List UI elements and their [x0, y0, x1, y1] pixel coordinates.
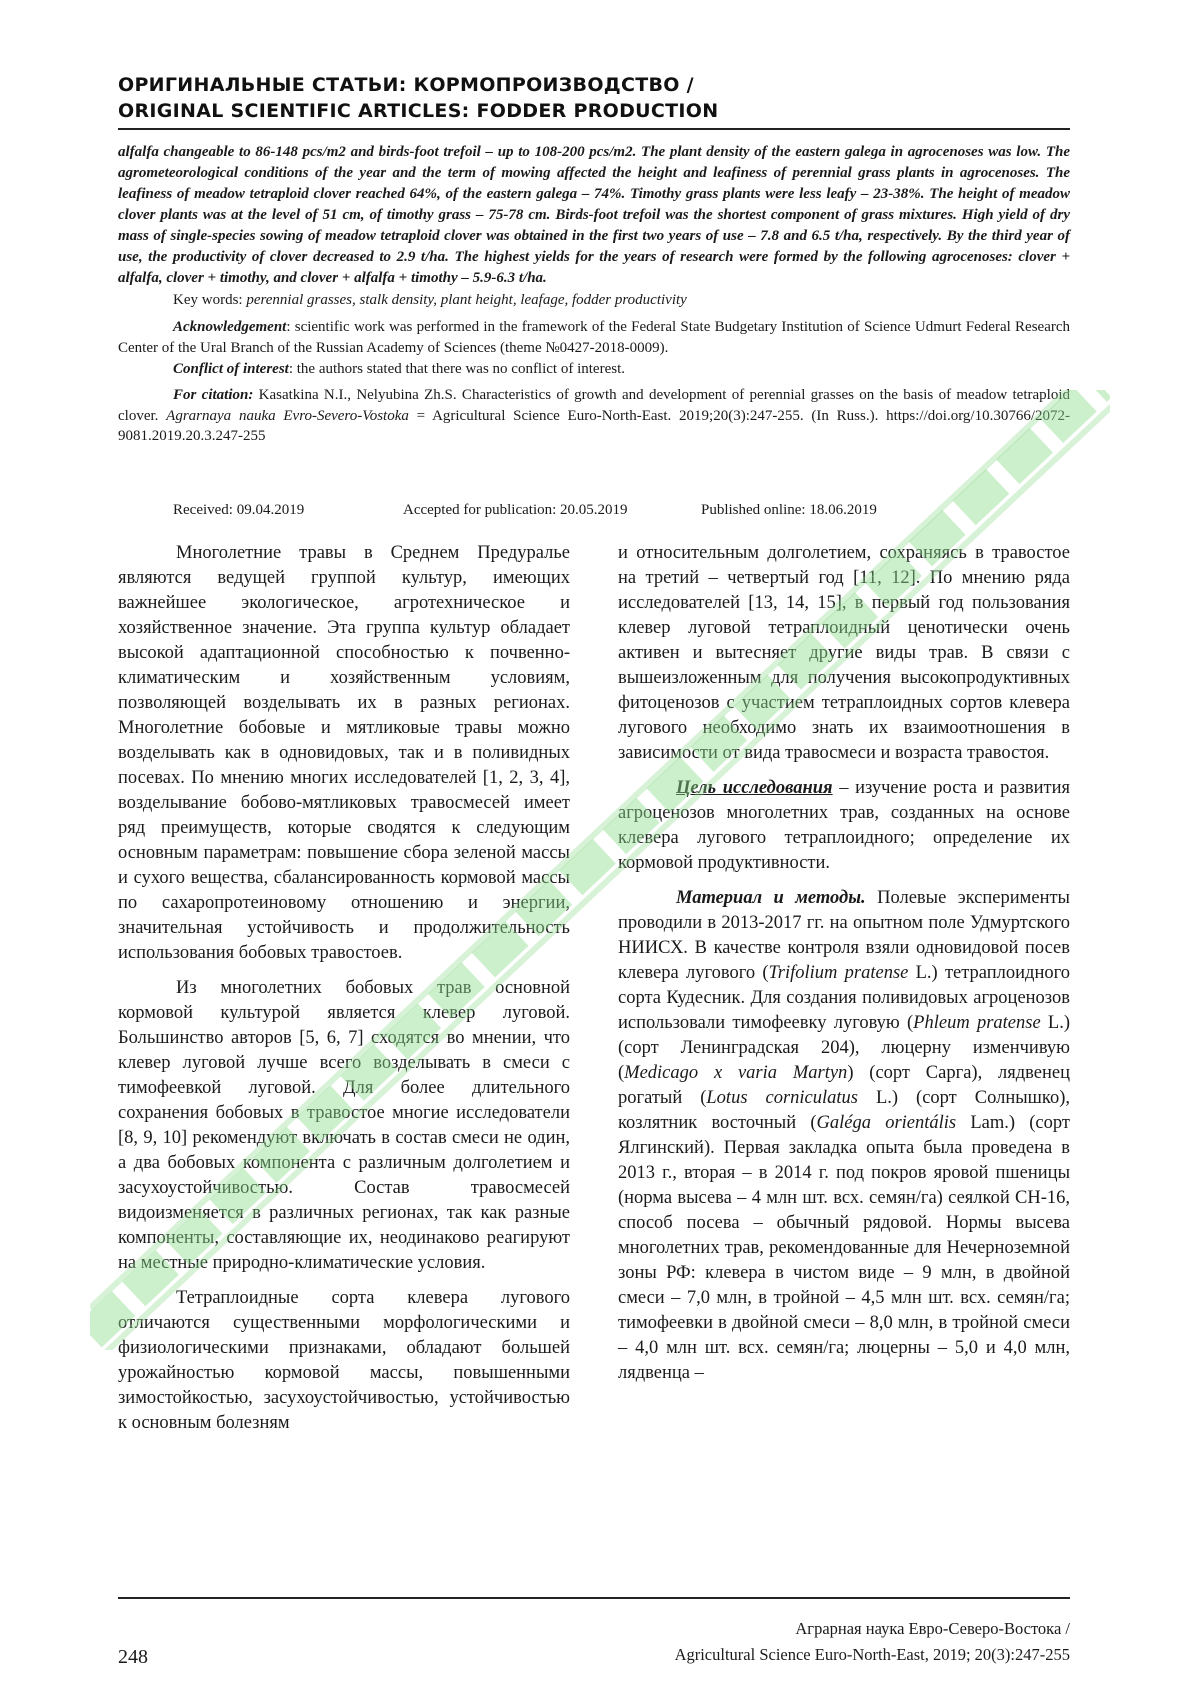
journal-info	[675, 1616, 1070, 1668]
latin-name: Lotus corniculatus	[706, 1088, 858, 1108]
methods-label: Материал и методы.	[676, 888, 866, 908]
paragraph: Тетраплоидные сорта клевера лугового отличаются существенными морфологическими и физиологическими признаками, обладают большей урожайностью кормовой массы, повышенными зимостойкостью, засухоустойчивостью, устойчивостью к основным болезням	[118, 1288, 570, 1433]
conflict-text: : the authors stated that there was no conflict of interest.	[288, 361, 625, 377]
acknowledgement-text: : scientific work was performed in the framework of the Federal State Budgetary Institution of Science Udmurt Federal Research Center of the Ural Branch of the Russian Academy of Sciences (theme №0427-2018-0009).	[118, 319, 1070, 356]
footer-divider	[118, 1597, 1070, 1599]
latin-name: Phleum pratense	[913, 1013, 1041, 1033]
acknowledgement-label: Acknowledgement	[173, 319, 287, 335]
accepted-date: Accepted for publication: 20.05.2019	[403, 502, 628, 518]
keywords-label: Key words:	[173, 292, 243, 308]
methods-text: L.) тетраплоидного сорта Кудесник. Для создания поливидовых агроценозов использовали тимофеевку луговую (	[618, 963, 1070, 1033]
methods-text: ) (сорт Сарга), лядвенец рогатый (	[618, 1063, 1071, 1108]
methods-paragraph	[618, 886, 1070, 1386]
conflict-label: Conflict of interest	[173, 361, 289, 377]
aim-paragraph	[618, 776, 1070, 876]
aim-label: Цель исследования	[676, 778, 833, 798]
conflict-of-interest	[118, 359, 1070, 380]
received-date: Received: 09.04.2019	[173, 502, 305, 518]
keywords	[118, 290, 1070, 311]
published-date: Published online: 18.06.2019	[701, 502, 877, 518]
methods-text: L.) (сорт Солнышко), козлятник восточный (	[618, 1088, 1070, 1133]
acknowledgement	[118, 317, 1070, 358]
section-header-en: ORIGINAL SCIENTIFIC ARTICLES: FODDER PRODUCTION	[118, 100, 719, 122]
methods-text: Полевые эксперименты проводили в 2013-2017 гг. на опытном поле Удмуртского НИИСХ. В качестве контроля взяли одновидовой посев клевера лугового (	[618, 888, 1070, 983]
latin-name: Trifolium pratense	[768, 963, 909, 983]
keywords-text: perennial grasses, stalk density, plant height, leafage, fodder productivity	[246, 292, 687, 308]
left-column	[118, 541, 570, 1436]
journal-name-ru: Аграрная наука Евро-Северо-Востока /	[795, 1619, 1070, 1638]
citation-text-2: = Agricultural Science Euro-North-East. 2019;20(3):247-255. (In Russ.). https://doi.org/10.30766/2072-9081.2019.20.3.247-255	[118, 407, 1070, 444]
latin-name: Medicago x varia Martyn	[624, 1063, 848, 1083]
citation-text-1: Kasatkina N.I., Nelyubina Zh.S. Characteristics of growth and development of perennial grasses on the basis of meadow tetraploid clover.	[118, 387, 1070, 424]
latin-name: Galéga orientális	[816, 1113, 957, 1133]
right-column	[618, 541, 1070, 1386]
header-divider	[118, 128, 1070, 130]
paragraph: Из многолетних бобовых трав основной кормовой культурой является клевер луговой. Большинство авторов [5, 6, 7] сходятся во мнении, что клевер луговой лучше всего возделывать в смеси с тимофеевкой луговой. Для более длительного сохранения бобовых в травостое многие исследователи [8, 9, 10] рекомендуют включать в состав смеси не один, а два бобовых компонента с различным долголетием и засухоустойчивостью. Состав травосмесей видоизменяется в различных регионах, так как разные компоненты, составляющие их, неодинаково реагируют на местные природно-климатические условия.	[118, 978, 570, 1273]
abstract-text: alfalfa changeable to 86-148 pcs/m2 and birds-foot trefoil – up to 108-200 pcs/m2. The plant density of the eastern galega in agrocenoses was low. The agrometeorological conditions of the year and the term of mowing affected the height and leafiness of perennial grass plants in agrocenoses. The leafiness of meadow tetraploid clover reached 64%, of the eastern galega – 74%. Timothy grass plants were less leafy – 23-38%. The height of meadow clover plants was at the level of 51 cm, of timothy grass – 75-78 cm. Birds-foot trefoil was the shortest component of grass mixtures. High yield of dry mass of single-species sowing of meadow tetraploid clover was obtained in the first two years of use – 7.8 and 6.5 t/ha, respectively. By the third year of use, the productivity of clover decreased to 2.9 t/ha. The highest yields for the years of research were formed by the following agrocenoses: clover + alfalfa, clover + timothy, and clover + alfalfa + timothy – 5.9-6.3 t/ha.	[118, 144, 1070, 286]
methods-text: L.) (сорт Ленинградская 204), люцерну изменчивую (	[618, 1013, 1070, 1083]
section-header-ru: ОРИГИНАЛЬНЫЕ СТАТЬИ: КОРМОПРОИЗВОДСТВО /	[118, 74, 694, 96]
paragraph: Многолетние травы в Среднем Предуралье являются ведущей группой культур, имеющих важнейшее экологическое, агротехническое и хозяйственное значение. Эта группа культур обладает высокой адаптационной способностью к почвенно-климатическим и хозяйственным условиям, позволяющей возделывать их в разных регионах. Многолетние бобовые и мятликовые травы можно возделывать как в одновидовых, так и в поливидных посевах. По мнению многих исследователей [1, 2, 3, 4], возделывание бобово-мятликовых травосмесей имеет ряд преимуществ, которые сводятся к следующим основным параметрам: повышение сбора зеленой массы и сухого вещества, сбалансированность кормовой массы по сахаропротеиновому отношению и энергии, значительная устойчивость и продолжительность использования бобовых травостоев.	[118, 543, 570, 963]
journal-name-en: Agricultural Science Euro-North-East, 2019; 20(3):247-255	[674, 1645, 1070, 1664]
aim-text: – изучение роста и развития агроценозов многолетних трав, созданных на основе клевера лугового тетраплоидного; определение их кормовой продуктивности.	[618, 778, 1071, 873]
citation-journal: Agrarnaya nauka Evro-Severo-Vostoka	[166, 407, 409, 424]
paragraph: и относительным долголетием, сохраняясь в травостое на третий – четвертый год [11, 12]. По мнению ряда исследователей [13, 14, 15], в первый год пользования клевер луговой тетраплоидный ценотически очень активен и вытесняет другие виды трав. В связи с вышеизложенным для получения высокопродуктивных фитоценозов с участием тетраплоидных сортов клевера лугового необходимо знать их взаимоотношения в зависимости от вида травосмеси и возраста травостоя.	[618, 543, 1070, 763]
methods-text: Lam.) (сорт Ялгинский). Первая закладка опыта была проведена в 2013 г., вторая – в 2014 г. под покров яровой пшеницы (норма высева – 4 млн шт. всх. семян/га) сеялкой СН-16, способ посева – обычный рядовой. Нормы высева многолетних трав, рекомендованные для Нечерноземной зоны РФ: клевера в чистом виде – 9 млн, в двойной смеси – 7,0 млн, в тройной – 4,5 млн шт. всх. семян/га; тимофеевки в двойной смеси – 8,0 млн, в тройной смеси – 4,0 млн шт. всх. семян/га; люцерны – 5,0 и 4,0 млн, лядвенца –	[618, 1113, 1070, 1383]
page-number: 248	[118, 1646, 148, 1668]
citation-label: For citation:	[173, 387, 254, 403]
citation	[118, 385, 1070, 447]
section-header	[118, 72, 1078, 124]
